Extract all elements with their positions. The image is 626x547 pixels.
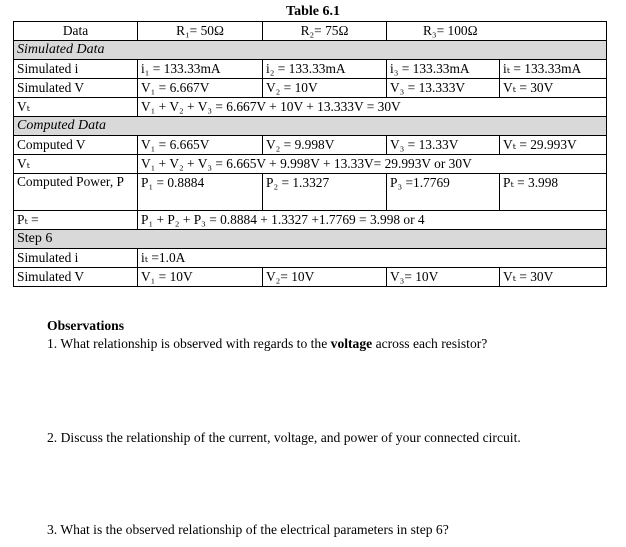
section-step6 bbox=[14, 230, 607, 249]
table-header-row bbox=[14, 22, 607, 41]
cell-r2: V₂= 10V bbox=[263, 268, 387, 287]
row-label: Simulated i bbox=[14, 249, 138, 268]
cell-total: Vₜ = 30V bbox=[500, 79, 607, 98]
question-2: 2. Discuss the relationship of the current, voltage, and power of your connected circuit. bbox=[47, 430, 521, 445]
cell-r3: V₃ = 13.333V bbox=[387, 79, 500, 98]
cell-r3: V₃= 10V bbox=[387, 268, 500, 287]
table-row bbox=[14, 155, 607, 174]
cell-r2: i₂ = 133.33mA bbox=[263, 60, 387, 79]
observations-section bbox=[47, 318, 622, 537]
header-data: Data bbox=[14, 22, 138, 41]
cell-r2: V₂ = 10V bbox=[263, 79, 387, 98]
section-step6-label: Step 6 bbox=[14, 230, 607, 249]
table-row bbox=[14, 98, 607, 117]
header-r3: R₃= 100Ω bbox=[387, 22, 607, 41]
table-row bbox=[14, 211, 607, 230]
cell-r2: V₂ = 9.998V bbox=[263, 136, 387, 155]
cell-r2: P₂ = 1.3327 bbox=[263, 174, 387, 211]
cell-r1: i₁ = 133.33mA bbox=[138, 60, 263, 79]
cell-r1: iₜ =1.0A bbox=[138, 249, 607, 268]
cell-sum: V₁ + V₂ + V₃ = 6.665V + 9.998V + 13.33V= 29.993V or 30V bbox=[138, 155, 607, 174]
section-simulated bbox=[14, 41, 607, 60]
cell-total: Vₜ = 29.993V bbox=[500, 136, 607, 155]
cell-r3: P₃ =1.7769 bbox=[387, 174, 500, 211]
cell-r1: P₁ = 0.8884 bbox=[138, 174, 263, 211]
row-label: Pₜ = bbox=[14, 211, 138, 230]
cell-r1: V₁ = 6.665V bbox=[138, 136, 263, 155]
row-label: Vₜ bbox=[14, 98, 138, 117]
cell-sum: P₁ + P₂ + P₃ = 0.8884 + 1.3327 +1.7769 = 3.998 or 4 bbox=[138, 211, 607, 230]
cell-r3: V₃ = 13.33V bbox=[387, 136, 500, 155]
section-computed bbox=[14, 117, 607, 136]
cell-total: Vₜ = 30V bbox=[500, 268, 607, 287]
cell-r1: V₁ = 10V bbox=[138, 268, 263, 287]
row-label: Computed Power, P bbox=[14, 174, 138, 211]
row-label: Simulated V bbox=[14, 79, 138, 98]
header-r2: R₂= 75Ω bbox=[263, 22, 387, 41]
table-row bbox=[14, 136, 607, 155]
question-3: 3. What is the observed relationship of the electrical parameters in step 6? bbox=[47, 522, 449, 537]
table-title: Table 6.1 bbox=[286, 4, 340, 19]
table-row bbox=[14, 268, 607, 287]
section-computed-label: Computed Data bbox=[14, 117, 607, 136]
question-1-prefix: 1. What relationship is observed with regards to the bbox=[47, 336, 331, 351]
question-1-bold: voltage bbox=[330, 336, 373, 351]
row-label: Simulated i bbox=[14, 60, 138, 79]
cell-r1: V₁ = 6.667V bbox=[138, 79, 263, 98]
question-1 bbox=[47, 336, 487, 352]
cell-r3: i₃ = 133.33mA bbox=[387, 60, 500, 79]
cell-total: iₜ = 133.33mA bbox=[500, 60, 607, 79]
observations-title: Observations bbox=[47, 318, 125, 333]
row-label: Computed V bbox=[14, 136, 138, 155]
table-row bbox=[14, 249, 607, 268]
row-label: Simulated V bbox=[14, 268, 138, 287]
section-simulated-label: Simulated Data bbox=[14, 41, 607, 60]
data-table bbox=[13, 21, 607, 287]
table-row bbox=[14, 174, 607, 211]
cell-sum: V₁ + V₂ + V₃ = 6.667V + 10V + 13.333V = 30V bbox=[138, 98, 607, 117]
question-1-suffix: across each resistor? bbox=[372, 336, 488, 351]
table-row bbox=[14, 79, 607, 98]
row-label: Vₜ bbox=[14, 155, 138, 174]
cell-total: Pₜ = 3.998 bbox=[500, 174, 607, 211]
table-row bbox=[14, 60, 607, 79]
header-r1: R₁= 50Ω bbox=[138, 22, 263, 41]
